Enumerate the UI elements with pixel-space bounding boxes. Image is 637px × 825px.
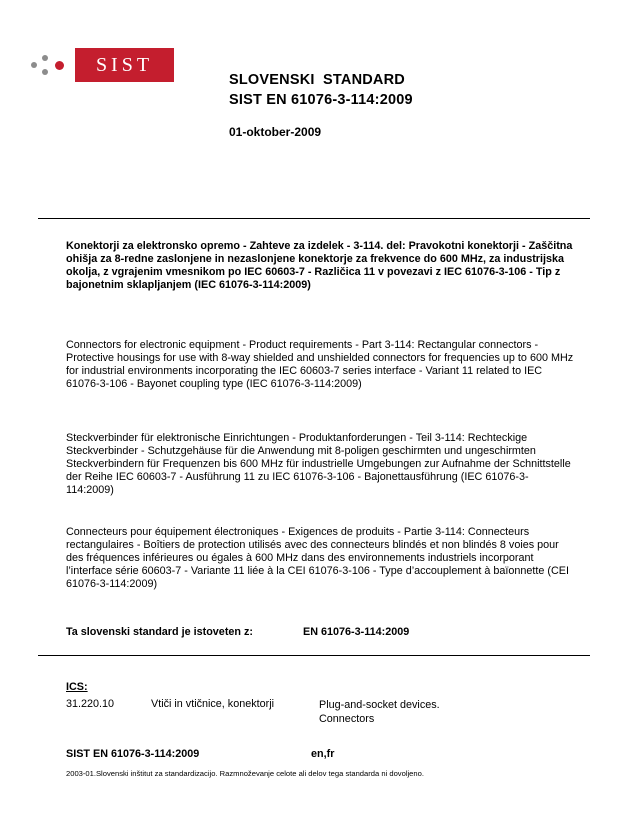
logo-dot — [31, 62, 37, 68]
bottom-divider — [38, 655, 590, 656]
identical-value: EN 61076-3-114:2009 — [303, 626, 410, 638]
publication-date: 01-oktober-2009 — [229, 125, 322, 139]
standard-code: SIST EN 61076-3-114:2009 — [229, 92, 413, 108]
logo-dot — [42, 69, 48, 75]
title-german: Steckverbinder für elektronische Einrichtungen - Produktanforderungen - Teil 3-114: Rechteckige Steckverbinder - Schutzgehäuse für die Anwendung mit 8-poligen geschirmten und ungeschirmten Steckverbindern für Frequenzen bis 600 MHz für industrielle Umgebungen zur Aufnahme der Schnittstelle der Reihe IEC 60603-7 - Ausführung 11 zu IEC 61076-3-106 - Bajonettausführung (IEC 61076-3-114:2009) — [66, 432, 571, 496]
logo-text: SIST — [75, 48, 174, 82]
title-english: Connectors for electronic equipment - Product requirements - Part 3-114: Rectangular connectors - Protective housings for use with 8-way shielded and unshielded connectors for frequencies up to 600 MHz for industrial environments incorporating the IEC 60603-7 series interface - Variant 11 related to IEC 61076-3-106 - Bayonet coupling type (IEC 61076-3-114:2009) — [66, 339, 574, 390]
ics-code: 31.220.10 — [66, 698, 115, 710]
copyright-notice: 2003-01.Slovenski inštitut za standardizacijo. Razmnoževanje celote ali delov tega standarda ni dovoljeno. — [66, 769, 424, 778]
title-slovenian: Konektorji za elektronsko opremo - Zahteve za izdelek - 3-114. del: Pravokotni konektorji - Zaščitna ohišja za 8-redne zaslonjene in nezaslonjene konektorje za frekvence do 600 MHz, za industrijska okolja, z vgrajenim vmesnikom po IEC 60603-7 - Različica 11 v povezavi z IEC 61076-3-106 - Tip z bajonetnim sklapljanjem (IEC 61076-3-114:2009) — [66, 240, 573, 291]
standard-heading: SLOVENSKI STANDARD — [229, 72, 405, 88]
footer-languages: en,fr — [311, 748, 335, 760]
title-french: Connecteurs pour équipement électroniques - Exigences de produits - Partie 3-114: Connecteurs rectangulaires - Boîtiers de protection utilisés avec des connecteurs blindés et non blindés 8 voies pour des fréquences inférieures ou égales à 600 MHz dans des environnements industriels incorporant l’interface série 60603-7 - Variante 11 liée à la CEI 61076-3-106 - Type d’accouplement à baïonnette (CEI 61076-3-114:2009) — [66, 526, 569, 590]
identical-label: Ta slovenski standard je istoveten z: — [66, 626, 254, 638]
ics-description-sl: Vtiči in vtičnice, konektorji — [151, 698, 275, 710]
logo-dot — [42, 55, 48, 61]
ics-description-en: Plug-and-socket devices. Connectors — [319, 699, 440, 725]
sist-logo — [30, 48, 170, 82]
top-divider — [38, 218, 590, 219]
ics-label: ICS: — [66, 681, 88, 693]
logo-dot — [55, 61, 64, 70]
footer-standard-code: SIST EN 61076-3-114:2009 — [66, 748, 200, 760]
